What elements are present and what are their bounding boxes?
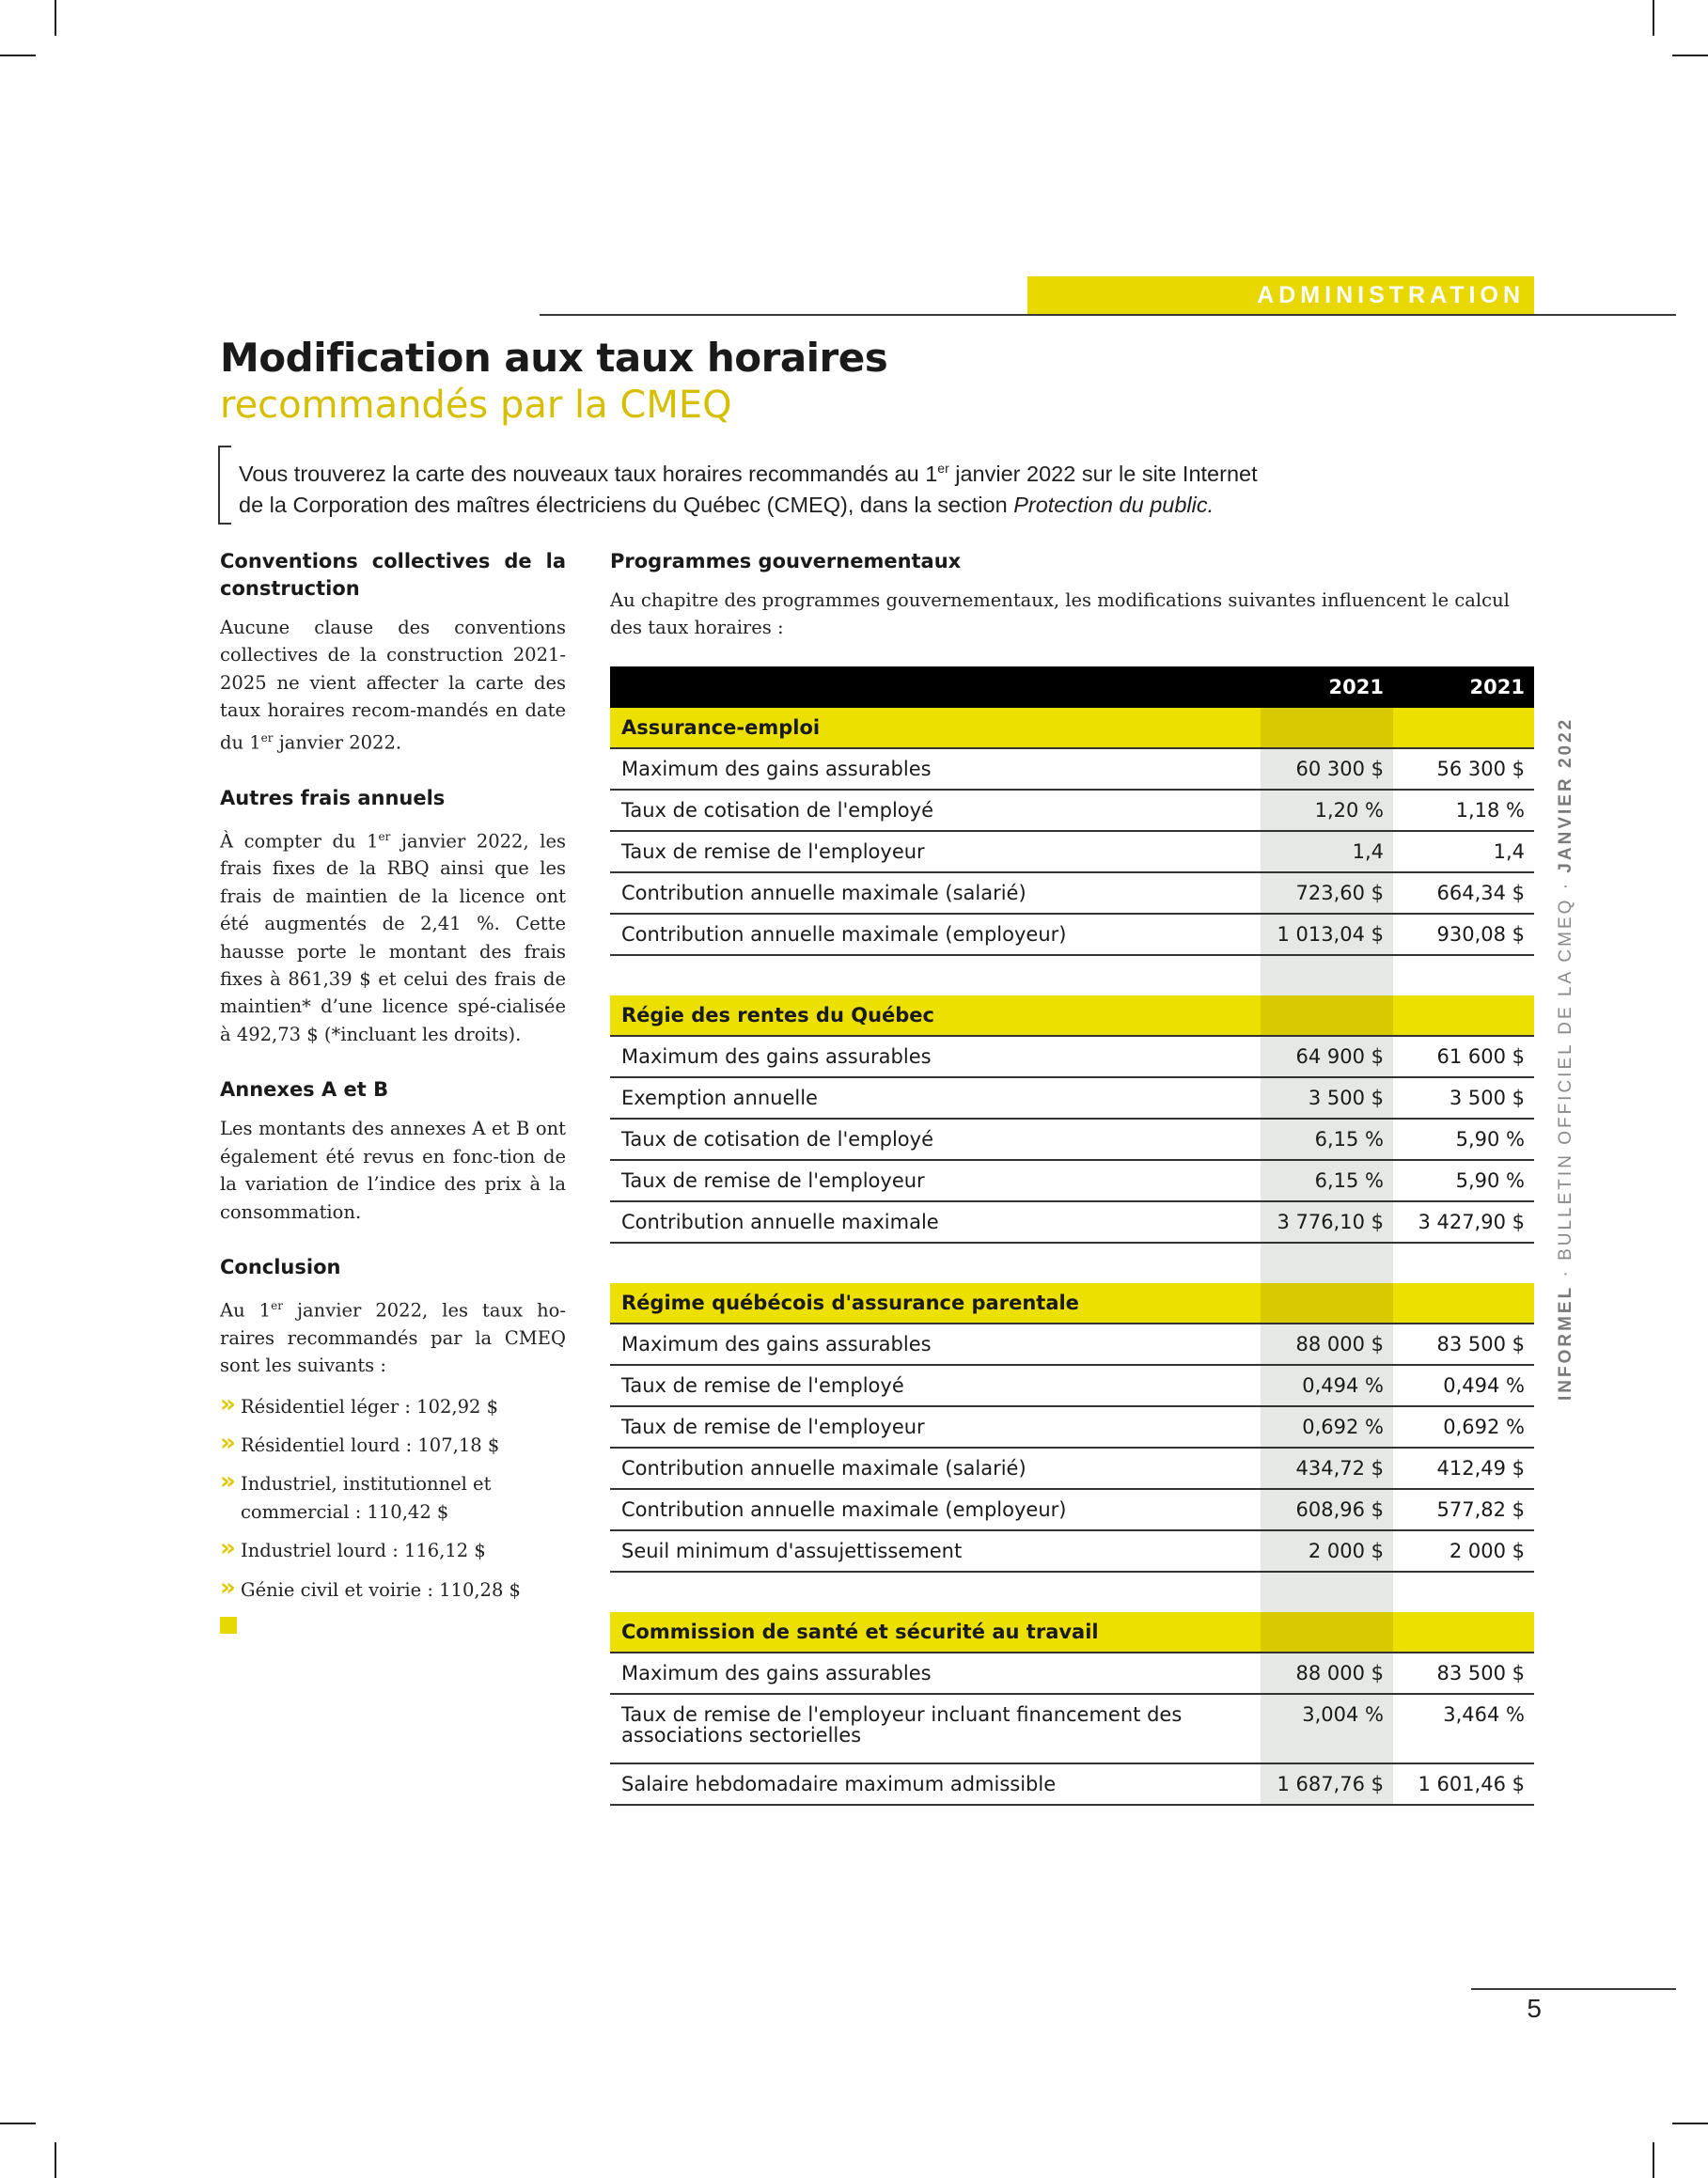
row-value: 5,90 %: [1393, 1119, 1534, 1160]
row-value: 0,494 %: [1261, 1365, 1393, 1406]
table-row: [610, 1201, 1534, 1243]
table-group-row: [610, 708, 1534, 748]
table-group-row: [610, 995, 1534, 1036]
list-item: [220, 1534, 566, 1564]
sidebar-separator: ·: [1556, 1260, 1575, 1285]
crop-mark: [1672, 2123, 1708, 2124]
row-value: 577,82 $: [1393, 1489, 1534, 1530]
row-value: 3,004 %: [1261, 1694, 1393, 1763]
table-row: [610, 748, 1534, 790]
publication-subtitle: BULLETIN OFFICIEL DE LA CMEQ: [1556, 897, 1575, 1261]
rates-list: [220, 1389, 566, 1604]
section-paragraph: Les montants des annexes A et B ont également été revus en fonc-tion de la variation de l’indice des prix à la consommation.: [220, 1118, 566, 1223]
row-value: 1 687,76 $: [1261, 1763, 1393, 1805]
row-label: Taux de cotisation de l'employé: [610, 790, 1261, 831]
row-label: Taux de remise de l'employeur: [610, 1160, 1261, 1201]
section-heading: Conventions collectives de la construction: [220, 550, 566, 600]
row-value: 61 600 $: [1393, 1036, 1534, 1077]
row-value: 412,49 $: [1393, 1448, 1534, 1489]
row-value: 88 000 $: [1261, 1653, 1393, 1694]
spacer-cell: [610, 1572, 1261, 1612]
list-item: [220, 1467, 566, 1526]
row-value: 3,464 %: [1393, 1694, 1534, 1763]
spacer-cell: [1393, 955, 1534, 995]
table-row: [610, 1365, 1534, 1406]
table-row: [610, 1448, 1534, 1489]
row-label: Taux de remise de l'employeur: [610, 831, 1261, 872]
row-value: 608,96 $: [1261, 1489, 1393, 1530]
page-title: Modification aux taux horaires: [220, 335, 888, 381]
intro-text: [239, 453, 1367, 521]
table-row: [610, 1489, 1534, 1530]
crop-mark: [1672, 55, 1708, 56]
group-title: Assurance-emploi: [610, 708, 1261, 748]
list-item-text: Résidentiel lourd : 107,18 $: [241, 1434, 500, 1457]
table-row: [610, 1530, 1534, 1572]
group-title: Commission de santé et sécurité au travail: [610, 1612, 1261, 1653]
table-row: [610, 872, 1534, 914]
group-cell: [1261, 708, 1393, 748]
intro-line1-post: janvier 2022 sur le site Internet: [948, 461, 1258, 486]
row-label: Taux de remise de l'employeur incluant financement des associations sectorielles: [610, 1694, 1261, 1763]
chevron-icon: »: [220, 1429, 236, 1458]
row-value: 664,34 $: [1393, 872, 1534, 914]
table-spacer-row: [610, 1572, 1534, 1612]
left-column: [220, 548, 566, 1634]
row-label: Maximum des gains assurables: [610, 1036, 1261, 1077]
table-row: [610, 1694, 1534, 1763]
para-text: janvier 2022, les taux ho-raires recommandés par la CMEQ sont les suivants :: [220, 1299, 566, 1377]
table-body: [610, 708, 1534, 1805]
row-value: 930,08 $: [1393, 914, 1534, 955]
row-label: Maximum des gains assurables: [610, 748, 1261, 790]
table-spacer-row: [610, 1243, 1534, 1283]
intro-bracket: [218, 446, 231, 525]
spacer-cell: [1261, 955, 1393, 995]
para-text: janvier 2022.: [273, 731, 402, 754]
para-text: Aucune clause des conventions collectives de la construction 2021-2025 ne vient affecter la carte des taux horaires recom-mandés en date du 1: [220, 617, 566, 754]
footer-rule: [1471, 1988, 1676, 1990]
row-value: 6,15 %: [1261, 1160, 1393, 1201]
row-value: 83 500 $: [1393, 1324, 1534, 1365]
spacer-cell: [1261, 1572, 1393, 1612]
row-label: Taux de remise de l'employeur: [610, 1406, 1261, 1448]
row-value: 2 000 $: [1261, 1530, 1393, 1572]
list-item-text: Résidentiel léger : 102,92 $: [241, 1395, 499, 1418]
row-value: 3 776,10 $: [1261, 1201, 1393, 1243]
row-label: Maximum des gains assurables: [610, 1324, 1261, 1365]
table-header-year: 2021: [1393, 666, 1534, 708]
crop-mark: [1653, 2142, 1654, 2178]
table-row: [610, 1160, 1534, 1201]
table-row: [610, 1036, 1534, 1077]
row-label: Seuil minimum d'assujettissement: [610, 1530, 1261, 1572]
section-paragraph: [220, 1293, 566, 1380]
crop-mark: [55, 2142, 56, 2178]
section-heading: Annexes A et B: [220, 1078, 389, 1102]
table-row: [610, 1653, 1534, 1694]
list-item: [220, 1429, 566, 1459]
section-paragraph: [220, 614, 566, 757]
table-row: [610, 1077, 1534, 1119]
table-group-row: [610, 1283, 1534, 1324]
para-text: Au 1: [220, 1299, 272, 1322]
list-item-text: Génie civil et voirie : 110,28 $: [241, 1578, 521, 1601]
group-cell: [1393, 1283, 1534, 1324]
para-sup: er: [271, 1298, 283, 1312]
end-mark-icon: [220, 1617, 237, 1634]
row-label: Contribution annuelle maximale (salarié): [610, 1448, 1261, 1489]
para-text: À compter du 1: [220, 830, 379, 853]
crop-mark: [0, 55, 36, 56]
row-label: Contribution annuelle maximale (employeur): [610, 1489, 1261, 1530]
para-sup: er: [378, 829, 391, 843]
row-value: 60 300 $: [1261, 748, 1393, 790]
list-item-text: Industriel, institutionnel et commercial : 110,42 $: [241, 1473, 492, 1523]
table-row: [610, 914, 1534, 955]
table-header-year: 2021: [1261, 666, 1393, 708]
table-group-row: [610, 1612, 1534, 1653]
chevron-icon: »: [220, 1573, 236, 1602]
row-label: Salaire hebdomadaire maximum admissible: [610, 1763, 1261, 1805]
rates-table: [610, 666, 1534, 1806]
row-label: Exemption annuelle: [610, 1077, 1261, 1119]
row-value: 3 500 $: [1261, 1077, 1393, 1119]
page-number: 5: [1527, 1994, 1542, 2023]
chevron-icon: »: [220, 1389, 236, 1418]
intro-line2-pre: de la Corporation des maîtres électriciens du Québec (CMEQ), dans la section: [239, 492, 1014, 517]
list-item-text: Industriel lourd : 116,12 $: [241, 1540, 486, 1562]
para-sup: er: [260, 730, 274, 744]
list-item: [220, 1389, 566, 1420]
rates-table-wrapper: [610, 666, 1534, 1806]
header-rule: [540, 314, 1676, 316]
table-row: [610, 1324, 1534, 1365]
row-label: Taux de remise de l'employé: [610, 1365, 1261, 1406]
right-column: [610, 548, 1534, 666]
table-header-row: [610, 666, 1534, 708]
section-heading: Autres frais annuels: [220, 786, 446, 809]
group-title: Régime québécois d'assurance parentale: [610, 1283, 1261, 1324]
group-title: Régie des rentes du Québec: [610, 995, 1261, 1036]
group-cell: [1393, 708, 1534, 748]
table-row: [610, 1119, 1534, 1160]
row-value: 1,4: [1393, 831, 1534, 872]
row-value: 1 601,46 $: [1393, 1763, 1534, 1805]
page-subtitle: recommandés par la CMEQ: [220, 384, 732, 427]
list-item: [220, 1573, 566, 1604]
table-row: [610, 1763, 1534, 1805]
spacer-cell: [1261, 1243, 1393, 1283]
row-value: 434,72 $: [1261, 1448, 1393, 1489]
row-label: Taux de cotisation de l'employé: [610, 1119, 1261, 1160]
row-value: 1,18 %: [1393, 790, 1534, 831]
table-row: [610, 790, 1534, 831]
publication-sidebar: [1556, 717, 1576, 1401]
publication-name: INFORMEL: [1556, 1284, 1575, 1401]
chevron-icon: »: [220, 1534, 236, 1563]
row-value: 5,90 %: [1393, 1160, 1534, 1201]
row-value: 723,60 $: [1261, 872, 1393, 914]
group-cell: [1393, 1612, 1534, 1653]
group-cell: [1393, 995, 1534, 1036]
row-value: 3 500 $: [1393, 1077, 1534, 1119]
group-cell: [1261, 1612, 1393, 1653]
row-value: 1,20 %: [1261, 790, 1393, 831]
row-label: Contribution annuelle maximale (employeur): [610, 914, 1261, 955]
section-paragraph: [220, 823, 566, 1049]
intro-line1-sup: er: [937, 461, 949, 476]
row-value: 1,4: [1261, 831, 1393, 872]
spacer-cell: [1393, 1572, 1534, 1612]
sidebar-separator: ·: [1556, 872, 1575, 898]
row-value: 1 013,04 $: [1261, 914, 1393, 955]
section-tab: ADMINISTRATION: [1027, 276, 1534, 314]
publication-issue: JANVIER 2022: [1556, 716, 1575, 873]
table-header-label: [610, 666, 1261, 708]
spacer-cell: [610, 955, 1261, 995]
row-value: 56 300 $: [1393, 748, 1534, 790]
group-cell: [1261, 1283, 1393, 1324]
intro-line1-pre: Vous trouverez la carte des nouveaux taux horaires recommandés au 1: [239, 461, 938, 486]
crop-mark: [1653, 0, 1654, 36]
row-value: 0,692 %: [1261, 1406, 1393, 1448]
row-value: 3 427,90 $: [1393, 1201, 1534, 1243]
spacer-cell: [610, 1243, 1261, 1283]
crop-mark: [55, 0, 56, 36]
row-value: 0,494 %: [1393, 1365, 1534, 1406]
section-heading: Conclusion: [220, 1255, 341, 1278]
para-text: janvier 2022, les frais fixes de la RBQ ainsi que les frais de maintien de la licence ont été augmentés de 2,41 %. Cette hausse porte le montant des frais fixes à 861,39 $ et celui des frais de maintien* d’une licence spé-cialisée à 492,73 $ (*incluant les droits).: [220, 830, 566, 1045]
chevron-icon: »: [220, 1467, 236, 1496]
intro-line2-em: Protection du public.: [1013, 492, 1214, 517]
row-value: 2 000 $: [1393, 1530, 1534, 1572]
section-heading: Programmes gouvernementaux: [610, 550, 962, 572]
row-label: Contribution annuelle maximale (salarié): [610, 872, 1261, 914]
row-value: 88 000 $: [1261, 1324, 1393, 1365]
group-cell: [1261, 995, 1393, 1036]
crop-mark: [0, 2123, 36, 2124]
table-spacer-row: [610, 955, 1534, 995]
row-label: Contribution annuelle maximale: [610, 1201, 1261, 1243]
table-row: [610, 831, 1534, 872]
spacer-cell: [1393, 1243, 1534, 1283]
section-paragraph: Au chapitre des programmes gouvernementaux, les modifications suivantes influencent le calcul des taux horaires :: [610, 589, 1510, 639]
table-row: [610, 1406, 1534, 1448]
row-value: 0,692 %: [1393, 1406, 1534, 1448]
row-value: 6,15 %: [1261, 1119, 1393, 1160]
row-value: 83 500 $: [1393, 1653, 1534, 1694]
row-value: 64 900 $: [1261, 1036, 1393, 1077]
row-label: Maximum des gains assurables: [610, 1653, 1261, 1694]
